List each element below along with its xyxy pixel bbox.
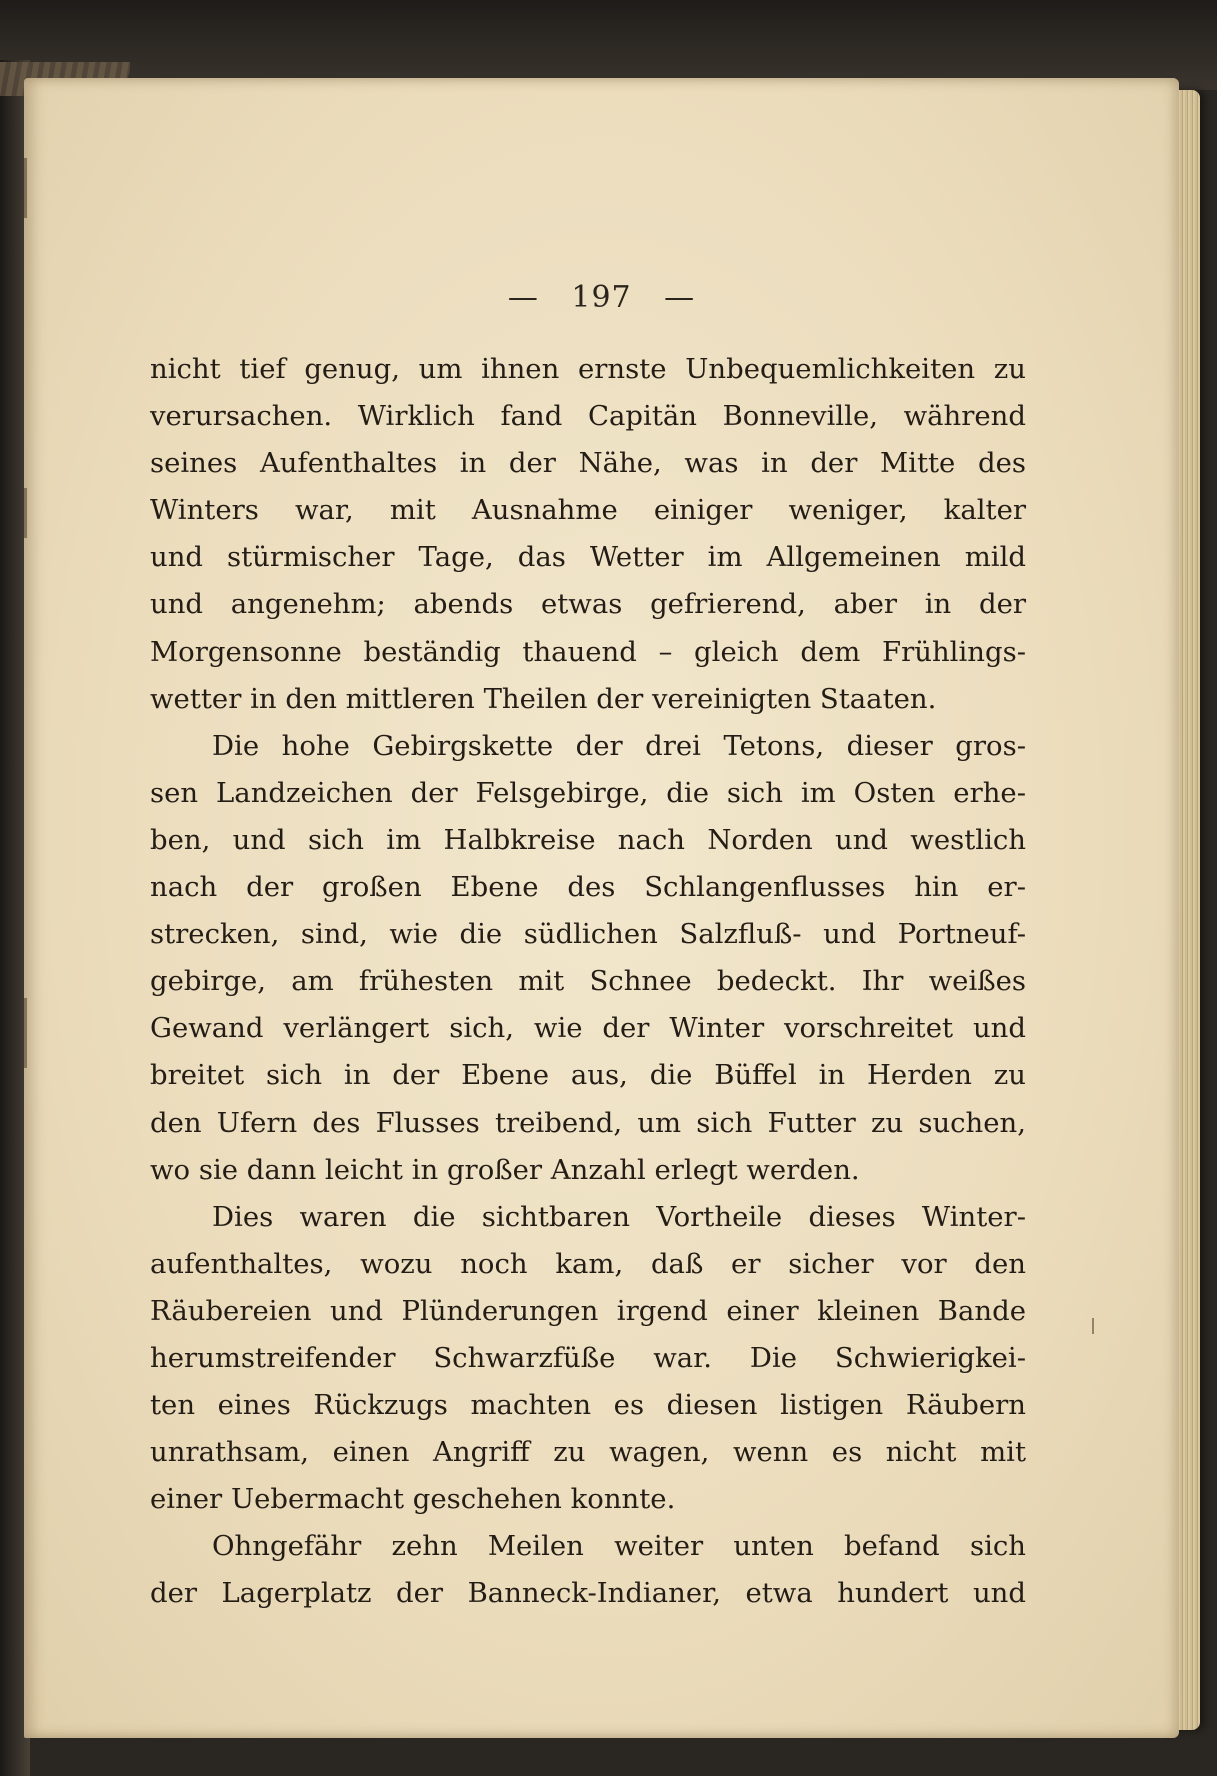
text-line: seines Aufenthaltes in der Nähe, was in der Mitte des — [150, 447, 1026, 480]
margin-speck — [24, 158, 27, 218]
header-dash-left: — — [507, 280, 539, 315]
text-line: den Ufern des Flusses treibend, um sich Futter zu suchen, — [150, 1106, 1026, 1139]
header-dash-right: — — [664, 280, 696, 315]
text-line: breitet sich in der Ebene aus, die Büffel in Herden zu — [150, 1059, 1026, 1092]
text-line: herumstreifender Schwarzfüße war. Die Schwierigkei- — [150, 1341, 1026, 1374]
text-line: unrathsam, einen Angriff zu wagen, wenn es nicht mit — [150, 1436, 1026, 1469]
text-line: Morgensonne beständig thauend – gleich dem Frühlings- — [150, 635, 1026, 668]
text-line: ten eines Rückzugs machten es diesen listigen Räubern — [150, 1389, 1026, 1422]
margin-speck — [24, 998, 27, 1068]
book-page — [24, 78, 1179, 1738]
text-line: und angenehm; abends etwas gefrierend, aber in der — [150, 588, 1026, 621]
text-line: aufenthaltes, wozu noch kam, daß er sicher vor den — [150, 1247, 1026, 1280]
text-line: wo sie dann leicht in großer Anzahl erlegt werden. — [150, 1153, 860, 1186]
text-line: Ohngefähr zehn Meilen weiter unten befand sich — [212, 1530, 1026, 1563]
text-line: gebirge, am frühesten mit Schnee bedeckt. Ihr weißes — [150, 965, 1026, 998]
text-line: Räubereien und Plünderungen irgend einer kleinen Bande — [150, 1294, 1026, 1327]
text-line: einer Uebermacht geschehen konnte. — [150, 1483, 676, 1516]
page-header — [24, 280, 1179, 315]
margin-speck — [24, 488, 27, 538]
text-line: verursachen. Wirklich fand Capitän Bonneville, während — [150, 400, 1026, 433]
text-line: Die hohe Gebirgskette der drei Tetons, dieser gros- — [212, 729, 1026, 762]
text-line: strecken, sind, wie die südlichen Salzfluß- und Portneuf- — [150, 918, 1026, 951]
text-line: Dies waren die sichtbaren Vortheile dieses Winter- — [212, 1200, 1026, 1233]
text-line: und stürmischer Tage, das Wetter im Allgemeinen mild — [150, 541, 1026, 574]
text-line: sen Landzeichen der Felsgebirge, die sich im Osten erhe- — [150, 776, 1026, 809]
page-number: 197 — [571, 280, 632, 315]
margin-speck — [1092, 1318, 1094, 1334]
text-line: Winters war, mit Ausnahme einiger weniger, kalter — [150, 494, 1026, 527]
text-line: ben, und sich im Halbkreise nach Norden und westlich — [150, 823, 1026, 856]
text-line: der Lagerplatz der Banneck-Indianer, etwa hundert und — [150, 1577, 1026, 1610]
text-line: wetter in den mittleren Theilen der vereinigten Staaten. — [150, 682, 937, 715]
text-line: nicht tief genug, um ihnen ernste Unbequemlichkeiten zu — [150, 353, 1026, 385]
binding-top — [0, 0, 1217, 90]
body-text — [150, 346, 1026, 1618]
text-line: Gewand verlängert sich, wie der Winter vorschreitet und — [150, 1012, 1026, 1045]
text-line: nach der großen Ebene des Schlangenflusses hin er- — [150, 871, 1026, 904]
